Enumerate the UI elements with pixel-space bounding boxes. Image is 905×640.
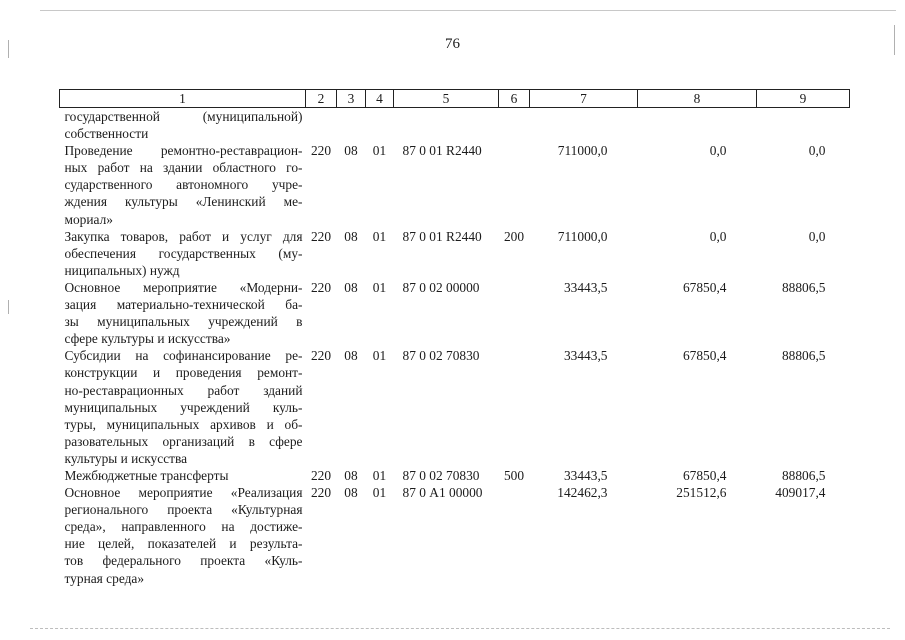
code-subsection: 01 [372,228,387,244]
code-ministry: 220 [310,228,332,244]
description-line: собственности [64,126,149,142]
code-ministry: 220 [310,485,332,501]
description-line: тов федерального проекта «Куль- [64,553,303,569]
code-target-article: 87 0 01 R2440 [402,143,482,159]
description-line: муниципальных учреждений куль- [64,399,303,415]
amount-col7: 33443,5 [563,279,608,295]
table-row [60,484,850,587]
amount-col8: 0,0 [709,143,727,159]
description-line: обеспечения государственных (му- [64,245,303,261]
description-line: Основное мероприятие «Реализация [64,485,303,501]
row-description [60,108,306,143]
code-target-article: 87 0 А1 00000 [402,485,483,501]
description-line: ных работ на здании областного го- [64,160,303,176]
amount-col8: 67850,4 [682,348,727,364]
amount-col7: 33443,5 [563,348,608,364]
amount-col8: 251512,6 [676,485,727,501]
amount-col7: 711000,0 [557,143,608,159]
code-subsection [366,108,394,143]
header-cell: 8 [638,90,757,108]
description-line: ние целей, показателей и результа- [64,536,303,552]
description-line: зация материально-технической ба- [64,297,303,313]
description-line: Закупка товаров, работ и услуг для [64,228,303,244]
description-line: конструкции и проведения ремонт- [64,365,303,381]
code-target-article [394,108,499,143]
table-row [60,347,850,467]
code-ministry: 220 [310,279,332,295]
amount-col8: 67850,4 [682,467,727,483]
code-expense-type: 500 [503,467,525,483]
description-line: Межбюджетные трансферты [64,467,229,483]
header-cell: 7 [530,90,638,108]
description-line: Основное мероприятие «Модерни- [64,279,303,295]
header-cell: 6 [499,90,530,108]
header-cell: 2 [306,90,337,108]
code-ministry: 220 [310,143,332,159]
amount-col8 [638,108,757,143]
description-line: зы муниципальных учреждений в [64,314,303,330]
amount-col9: 0,0 [808,228,826,244]
table-row [60,108,850,143]
amount-col9: 0,0 [808,143,826,159]
code-section [337,108,366,143]
code-section: 08 [344,279,358,295]
left-margin-mark [8,300,9,314]
row-description [60,228,306,279]
amount-col7: 142462,3 [557,485,608,501]
description-line: ниципальных) нужд [64,262,180,278]
code-expense-type [499,484,530,587]
description-line: культуры и искусства [64,450,188,466]
description-line: туры, муниципальных архивов и об- [64,416,303,432]
code-target-article: 87 0 01 R2440 [402,228,482,244]
code-expense-type [499,347,530,467]
row-description [60,484,306,587]
header-cell: 5 [394,90,499,108]
code-section: 08 [344,348,358,364]
code-expense-type [499,142,530,227]
budget-table [59,89,850,587]
row-description [60,279,306,347]
amount-col7: 711000,0 [557,228,608,244]
top-border-line [40,10,896,11]
description-line: Субсидии на софинансирование ре- [64,348,303,364]
description-line: но-реставрационных работ зданий [64,382,303,398]
code-expense-type: 200 [503,228,525,244]
amount-col9: 88806,5 [781,467,826,483]
description-line: разовательных организаций в сфере [64,433,303,449]
code-expense-type [499,108,530,143]
amount-col9: 409017,4 [775,485,826,501]
table-row [60,467,850,484]
row-description [60,142,306,227]
row-description [60,347,306,467]
code-ministry: 220 [310,348,332,364]
description-line: ждения культуры «Ленинский ме- [64,194,303,210]
description-line: мориал» [64,211,113,227]
table-row [60,228,850,279]
code-subsection: 01 [372,279,387,295]
row-description [60,467,306,484]
description-line: Проведение ремонтно-реставрацион- [64,143,303,159]
code-section: 08 [344,467,358,483]
code-subsection: 01 [372,143,387,159]
amount-col7 [530,108,638,143]
description-line: сфере культуры и искусства» [64,331,231,347]
description-line: государственной (муниципальной) [64,109,303,124]
bottom-scan-artifact [30,628,890,629]
code-target-article: 87 0 02 70830 [402,348,480,364]
header-cell: 1 [60,90,306,108]
code-subsection: 01 [372,485,387,501]
header-cell: 9 [757,90,850,108]
code-target-article: 87 0 02 70830 [402,467,480,483]
header-cell: 3 [337,90,366,108]
page-number: 76 [445,36,460,52]
amount-col8: 67850,4 [682,279,727,295]
description-line: турная среда» [64,570,145,586]
header-cell: 4 [366,90,394,108]
code-section: 08 [344,485,358,501]
code-subsection: 01 [372,348,387,364]
code-subsection: 01 [372,467,387,483]
description-line: среда», направленного на достиже- [64,519,303,535]
code-ministry: 220 [310,467,332,483]
description-line: сударственного автономного учре- [64,177,303,193]
amount-col9: 88806,5 [781,279,826,295]
table-row [60,142,850,227]
code-expense-type [499,279,530,347]
amount-col9: 88806,5 [781,348,826,364]
code-ministry [306,108,337,143]
amount-col7: 33443,5 [563,467,608,483]
code-section: 08 [344,228,358,244]
header-row [60,90,850,108]
description-line: регионального проекта «Культурная [64,502,303,518]
table-row [60,279,850,347]
amount-col8: 0,0 [709,228,727,244]
code-section: 08 [344,143,358,159]
amount-col9 [757,108,850,143]
code-target-article: 87 0 02 00000 [402,279,480,295]
